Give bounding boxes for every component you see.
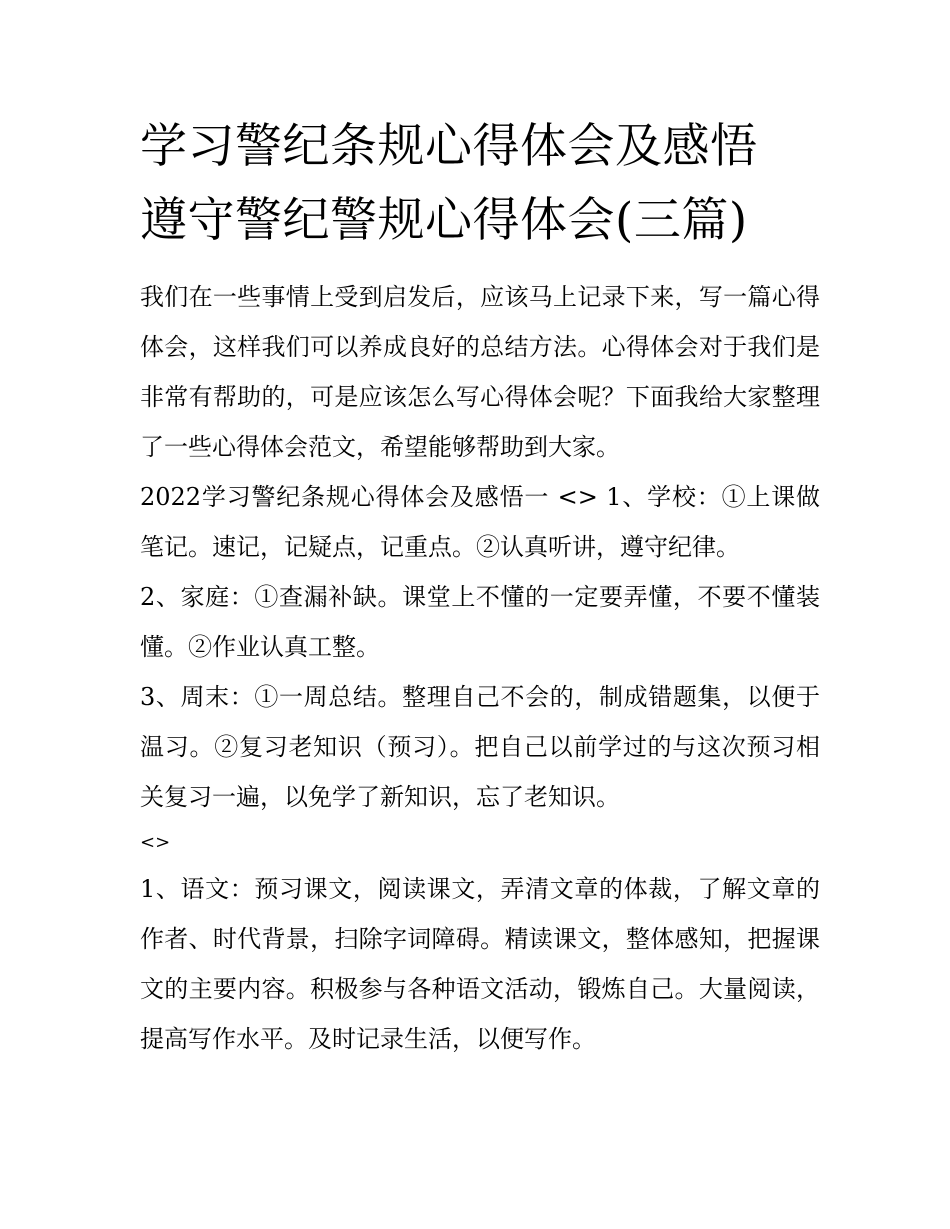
paragraph-separator: <>: [140, 832, 171, 853]
paragraph-home: 2、家庭：①查漏补缺。课堂上不懂的一定要弄懂，不要不懂装懂。②作业认真工整。: [140, 583, 820, 661]
title-line-2: 遵守警纪警规心得体会(三篇): [140, 193, 748, 248]
document-title: [140, 110, 820, 258]
document-page: [140, 110, 820, 1064]
title-line-1: 学习警纪条规心得体会及感悟: [140, 119, 758, 174]
paragraph-chinese: 1、语文：预习课文，阅读课文，弄清文章的体裁，了解文章的作者、时代背景，扫除字词障碍。精读课文，整体感知，把握课文的主要内容。积极参与各种语文活动，锻炼自己。大量阅读，提高写作水平。及时记录生活，以便写作。: [140, 875, 820, 1053]
paragraph-weekend: 3、周末：①一周总结。整理自己不会的，制成错题集，以便于温习。②复习老知识（预习）。把自己以前学过的与这次预习相关复习一遍，以免学了新知识，忘了老知识。: [140, 683, 820, 811]
paragraph-school: 2022学习警纪条规心得体会及感悟一 <> 1、学校：①上课做笔记。速记，记疑点，记重点。②认真听讲，遵守纪律。: [140, 483, 820, 561]
paragraph-intro: 我们在一些事情上受到启发后，应该马上记录下来，写一篇心得体会，这样我们可以养成良好的总结方法。心得体会对于我们是非常有帮助的，可是应该怎么写心得体会呢？下面我给大家整理了一些心得体会范文，希望能够帮助到大家。: [140, 283, 820, 461]
document-body: [140, 272, 820, 1064]
